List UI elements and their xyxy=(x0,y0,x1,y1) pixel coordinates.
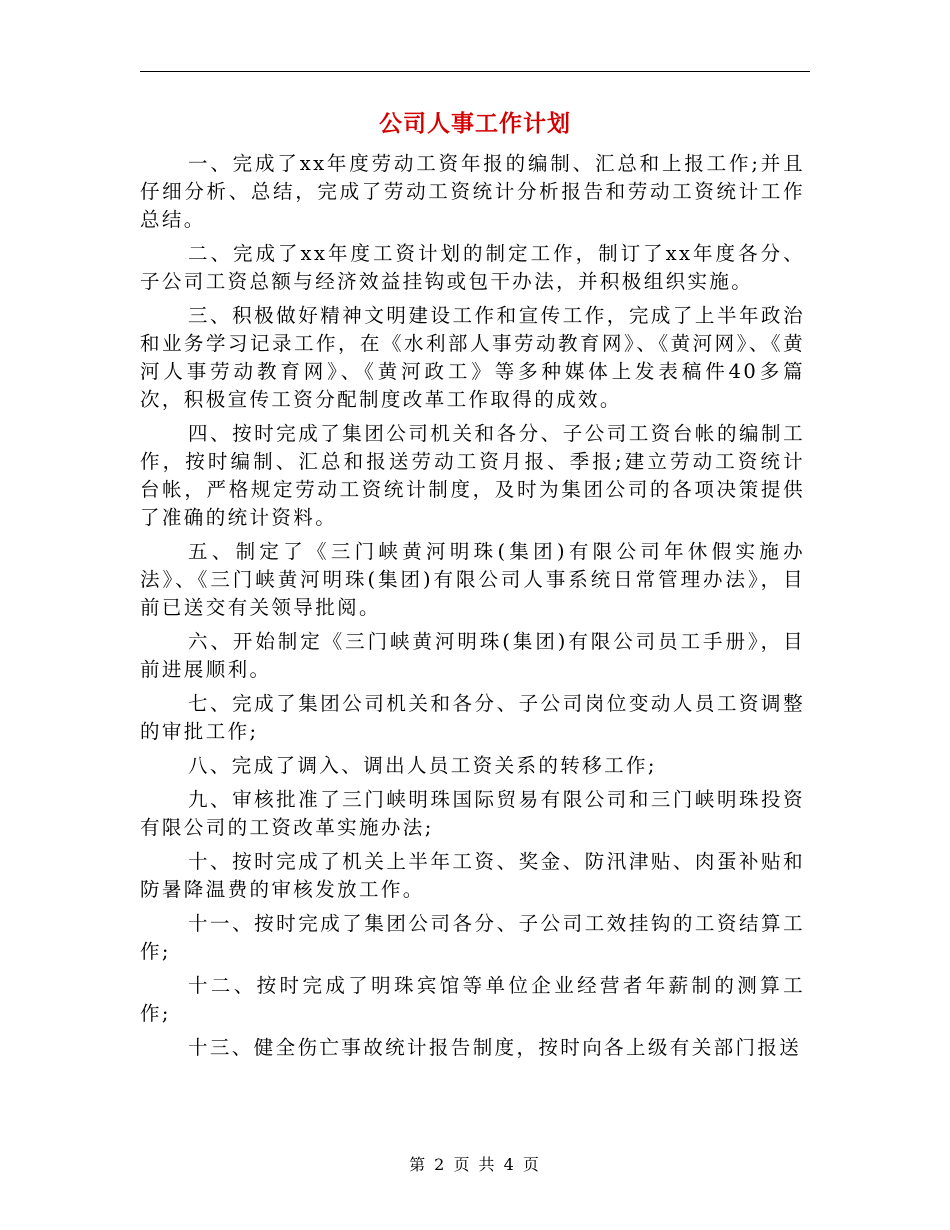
paragraph-11: 十一、按时完成了集团公司各分、子公司工效挂钩的工资结算工作; xyxy=(140,912,805,963)
paragraph-1: 一、完成了xx年度劳动工资年报的编制、汇总和上报工作;并且仔细分析、总结，完成了劳动工资统计分析报告和劳动工资统计工作总结。 xyxy=(140,152,805,231)
paragraph-10: 十、按时完成了机关上半年工资、奖金、防汛津贴、肉蛋补贴和防暑降温费的审核发放工作。 xyxy=(140,850,805,901)
document-title: 公司人事工作计划 xyxy=(379,110,571,137)
paragraph-8: 八、完成了调入、调出人员工资关系的转移工作; xyxy=(188,754,657,777)
paragraph-3: 三、积极做好精神文明建设工作和宣传工作，完成了上半年政治和业务学习记录工作，在《水利部人事劳动教育网》、《黄河网》、《黄河人事劳动教育网》、《黄河政工》等多种媒体上发表稿件40多篇次，积极宣传工资分配制度改革工作取得的成效。 xyxy=(140,304,805,411)
paragraph-2: 二、完成了xx年度工资计划的制定工作，制订了xx年度各分、子公司工资总额与经济效益挂钩或包干办法，并积极组织实施。 xyxy=(140,242,805,293)
paragraph-7: 七、完成了集团公司机关和各分、子公司岗位变动人员工资调整的审批工作; xyxy=(140,692,805,743)
paragraph-9: 九、审核批准了三门峡明珠国际贸易有限公司和三门峡明珠投资有限公司的工资改革实施办法; xyxy=(140,788,805,839)
page-number: 第 2 页 共 4 页 xyxy=(409,1155,541,1174)
paragraph-12: 十二、按时完成了明珠宾馆等单位企业经营者年薪制的测算工作; xyxy=(140,974,805,1025)
paragraph-13: 十三、健全伤亡事故统计报告制度，按时向各上级有关部门报送 xyxy=(188,1036,802,1059)
document-body xyxy=(140,150,805,1068)
paragraph-4: 四、按时完成了集团公司机关和各分、子公司工资台帐的编制工作，按时编制、汇总和报送劳动工资月报、季报;建立劳动工资统计台帐，严格规定劳动工资统计制度，及时为集团公司的各项决策提供了准确的统计资料。 xyxy=(140,422,805,529)
paragraph-6: 六、开始制定《三门峡黄河明珠(集团)有限公司员工手册》，目前进展顺利。 xyxy=(140,630,805,681)
header-rule xyxy=(140,71,810,72)
paragraph-5: 五、制定了《三门峡黄河明珠(集团)有限公司年休假实施办法》、《三门峡黄河明珠(集团)有限公司人事系统日常管理办法》，目前已送交有关领导批阅。 xyxy=(140,540,805,619)
